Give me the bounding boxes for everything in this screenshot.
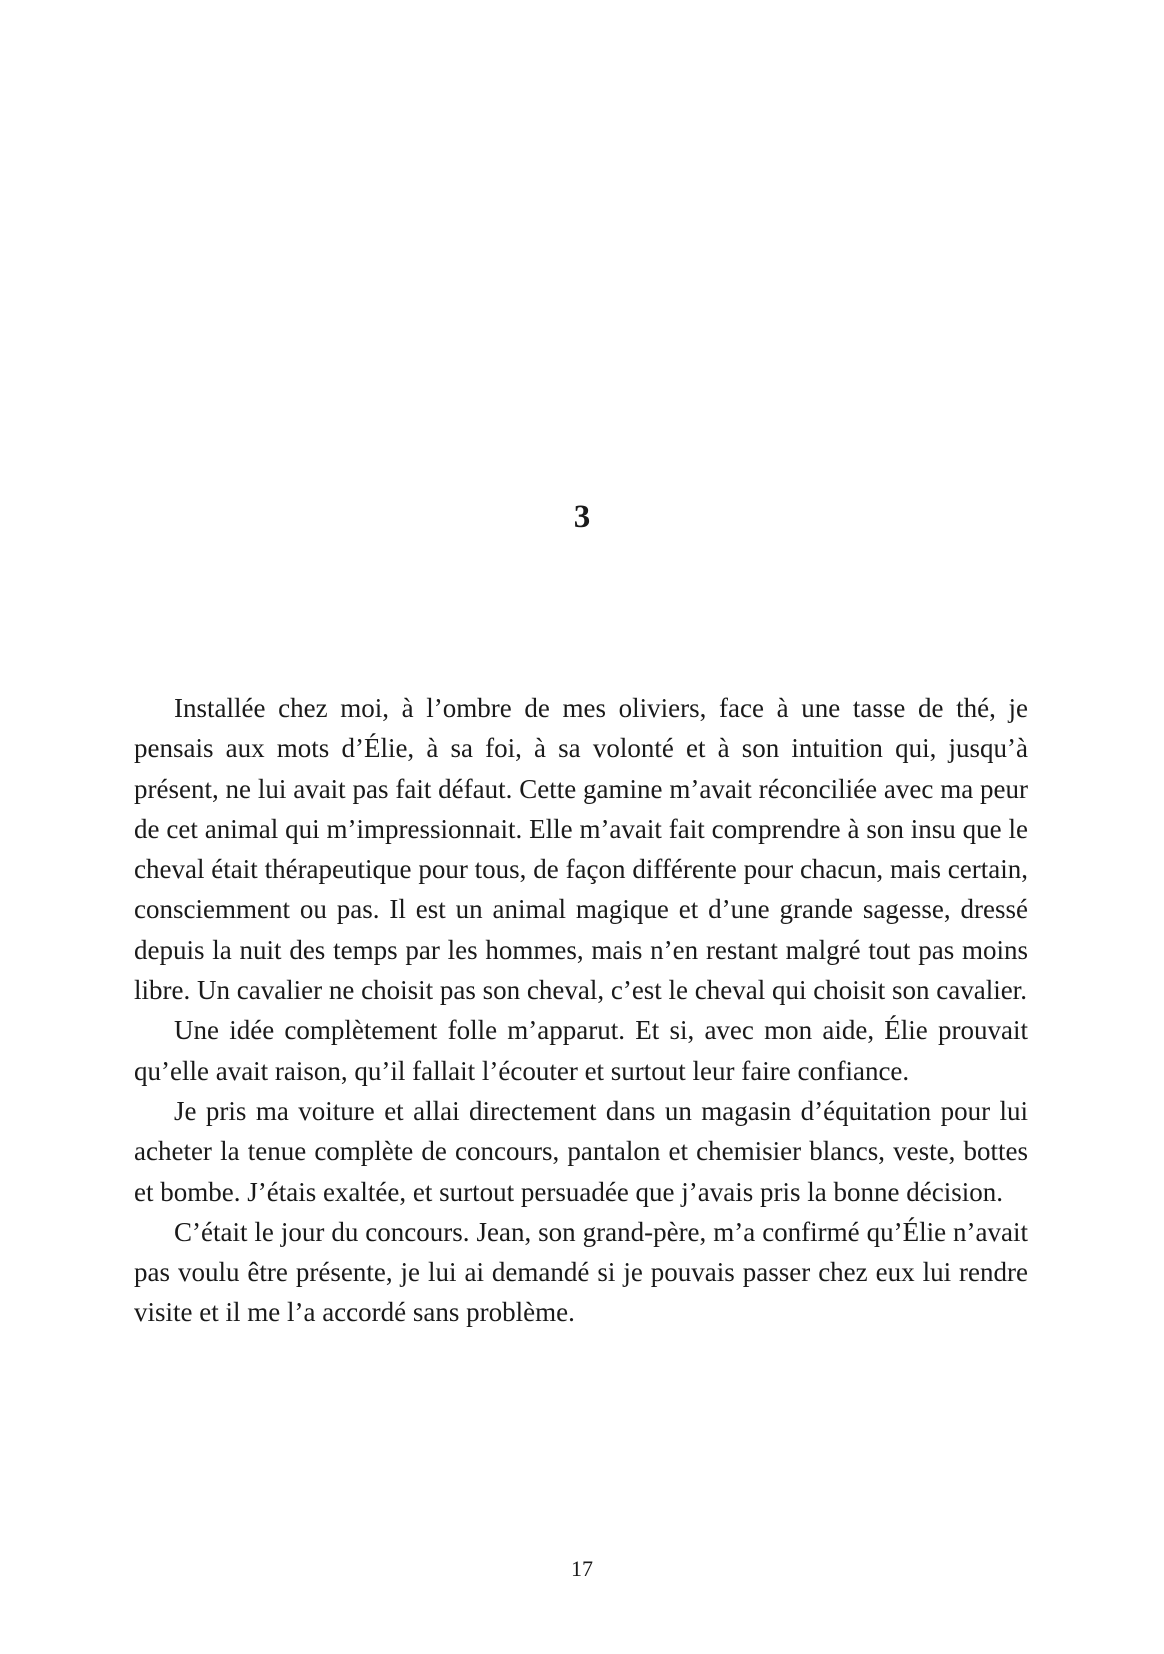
paragraph: C’était le jour du concours. Jean, son grand-père, m’a confirmé qu’Élie n’avait pas voulu être présente, je lui ai demandé si je pouvais passer chez eux lui rendre visite et il me l’a accordé sans problème.: [134, 1216, 1028, 1328]
page-number: 17: [571, 1556, 593, 1581]
paragraph: Installée chez moi, à l’ombre de mes oliviers, face à une tasse de thé, je pensais aux mots d’Élie, à sa foi, à sa volonté et à son intuition qui, jusqu’à présent, ne lui avait pas fait défaut. Cette gamine m’avait réconciliée avec ma peur de cet animal qui m’impressionnait. Elle m’avait fait comprendre à son insu que le cheval était thérapeutique pour tous, de façon différente pour chacun, mais certain, consciemment ou pas. Il est un animal magique et d’une grande sagesse, dressé depuis la nuit des temps par les hommes, mais n’en restant malgré tout pas moins libre. Un cavalier ne choisit pas son cheval, c’est le cheval qui choisit son cavalier.: [134, 693, 1028, 1006]
paragraph: Une idée complètement folle m’apparut. Et si, avec mon aide, Élie prouvait qu’elle avait raison, qu’il fallait l’écouter et surtout leur faire confiance.: [134, 1015, 1028, 1086]
paragraph: Je pris ma voiture et allai directement dans un magasin d’équitation pour lui acheter la tenue complète de concours, pantalon et chemisier blancs, veste, bottes et bombe. J’étais exaltée, et surtout persuadée que j’avais pris la bonne décision.: [134, 1095, 1028, 1207]
chapter-body: [134, 688, 1028, 1333]
chapter-number: 3: [573, 499, 591, 535]
